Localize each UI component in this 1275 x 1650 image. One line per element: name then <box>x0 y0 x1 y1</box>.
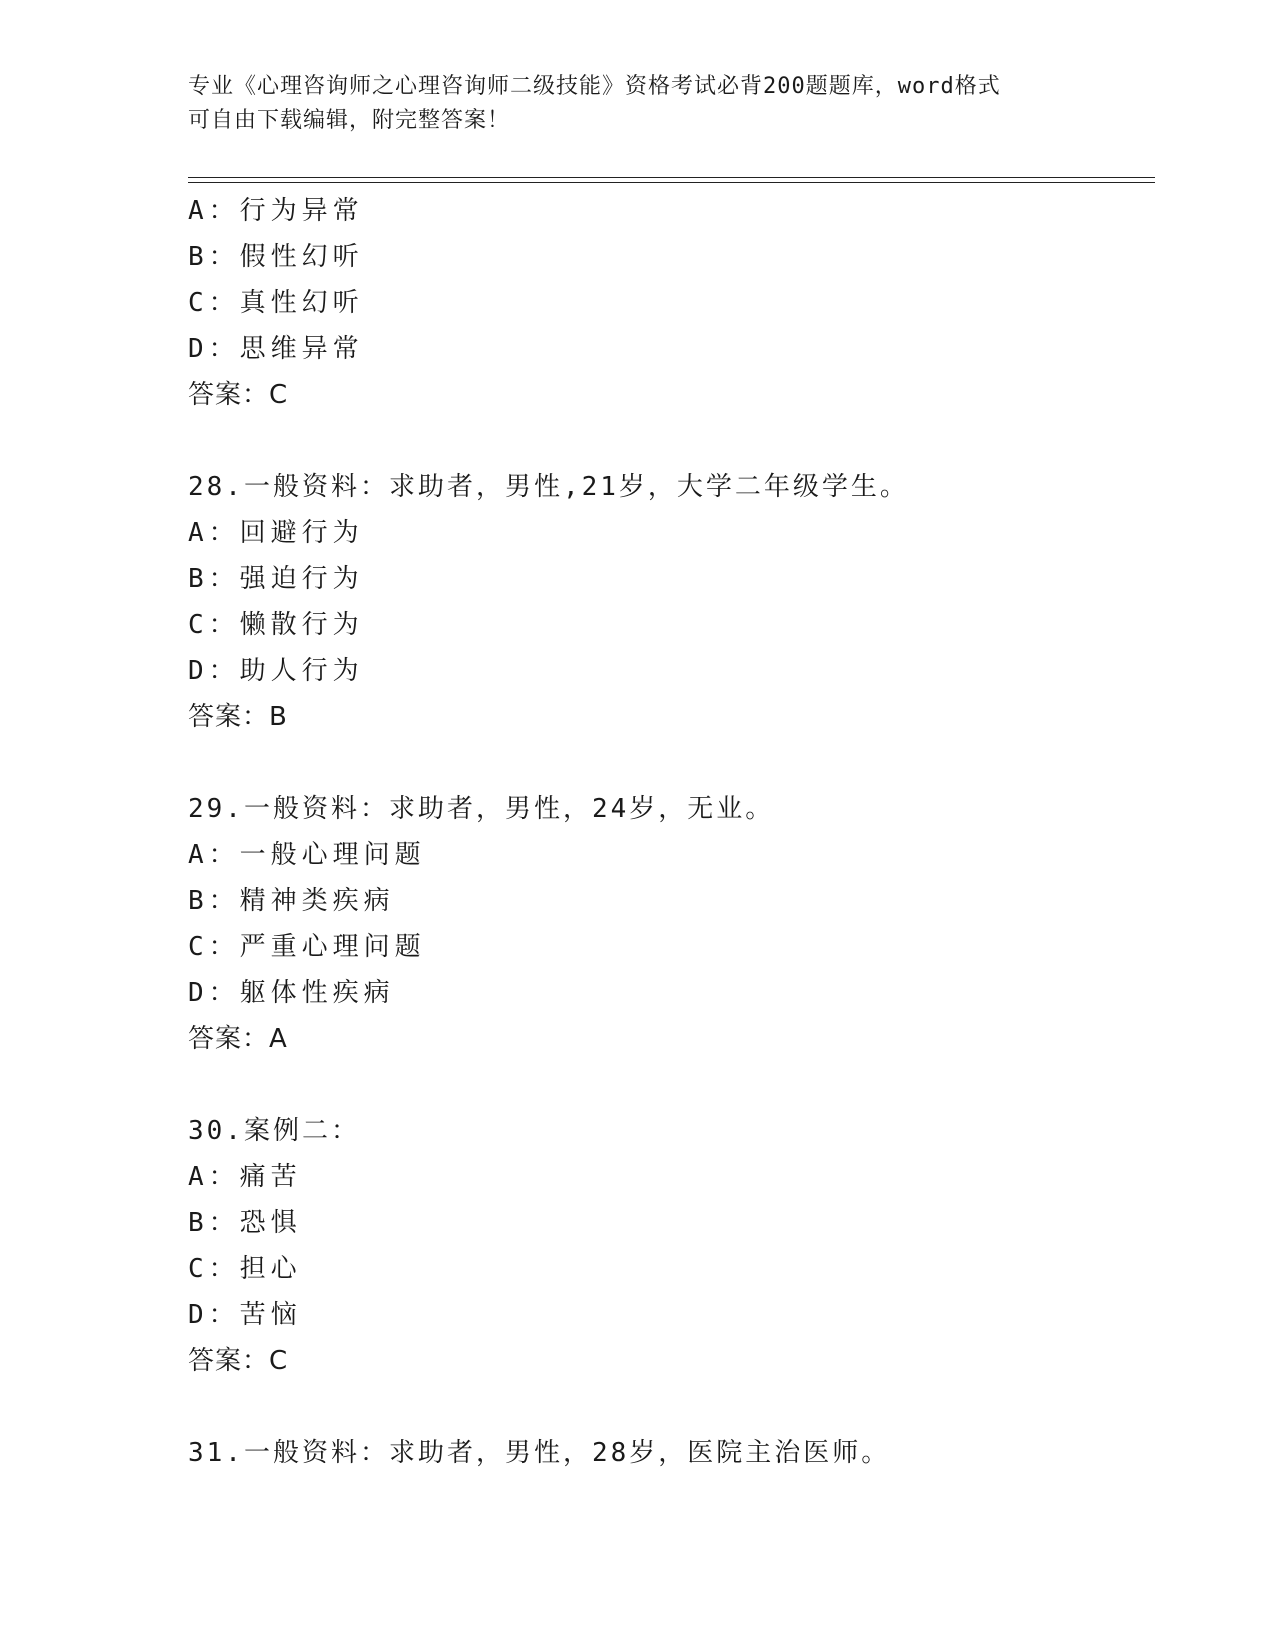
question-block-prev <box>188 188 1148 418</box>
question-title: 29.一般资料：求助者，男性，24岁，无业。 <box>188 794 775 824</box>
option-b: B：恐惧 <box>188 1208 302 1238</box>
answer-line: 答案：C <box>188 380 289 410</box>
document-header: 专业《心理咨询师之心理咨询师二级技能》资格考试必背200题题库，word格式 可自由下载编辑，附完整答案！ <box>188 74 1001 133</box>
answer-line: 答案：C <box>188 1346 289 1376</box>
option-c: C：懒散行为 <box>188 610 364 640</box>
option-a: A：行为异常 <box>188 196 364 226</box>
question-block-29 <box>188 786 1148 1062</box>
answer-line: 答案：B <box>188 702 288 732</box>
header-rule-top <box>188 177 1155 178</box>
option-c: C：真性幻听 <box>188 288 364 318</box>
question-title: 31.一般资料：求助者，男性，28岁，医院主治医师。 <box>188 1438 891 1468</box>
option-d: D：助人行为 <box>188 656 364 686</box>
header-rule-bottom <box>188 182 1155 183</box>
question-block-28 <box>188 464 1148 740</box>
option-b: B：假性幻听 <box>188 242 364 272</box>
spacer <box>188 740 1148 786</box>
option-c: C：担心 <box>188 1254 302 1284</box>
option-c: C：严重心理问题 <box>188 932 426 962</box>
spacer <box>188 1062 1148 1108</box>
option-a: A：痛苦 <box>188 1162 302 1192</box>
question-title: 28.一般资料：求助者，男性,21岁，大学二年级学生。 <box>188 472 909 502</box>
question-block-30 <box>188 1108 1148 1384</box>
spacer <box>188 1384 1148 1430</box>
question-block-31 <box>188 1430 1148 1476</box>
spacer <box>188 418 1148 464</box>
option-a: A：一般心理问题 <box>188 840 426 870</box>
option-b: B：精神类疾病 <box>188 886 395 916</box>
option-b: B：强迫行为 <box>188 564 364 594</box>
question-list <box>188 188 1148 1476</box>
option-d: D：思维异常 <box>188 334 364 364</box>
option-d: D：躯体性疾病 <box>188 978 395 1008</box>
question-title: 30.案例二： <box>188 1116 360 1146</box>
option-a: A：回避行为 <box>188 518 364 548</box>
option-d: D：苦恼 <box>188 1300 302 1330</box>
answer-line: 答案：A <box>188 1024 288 1054</box>
